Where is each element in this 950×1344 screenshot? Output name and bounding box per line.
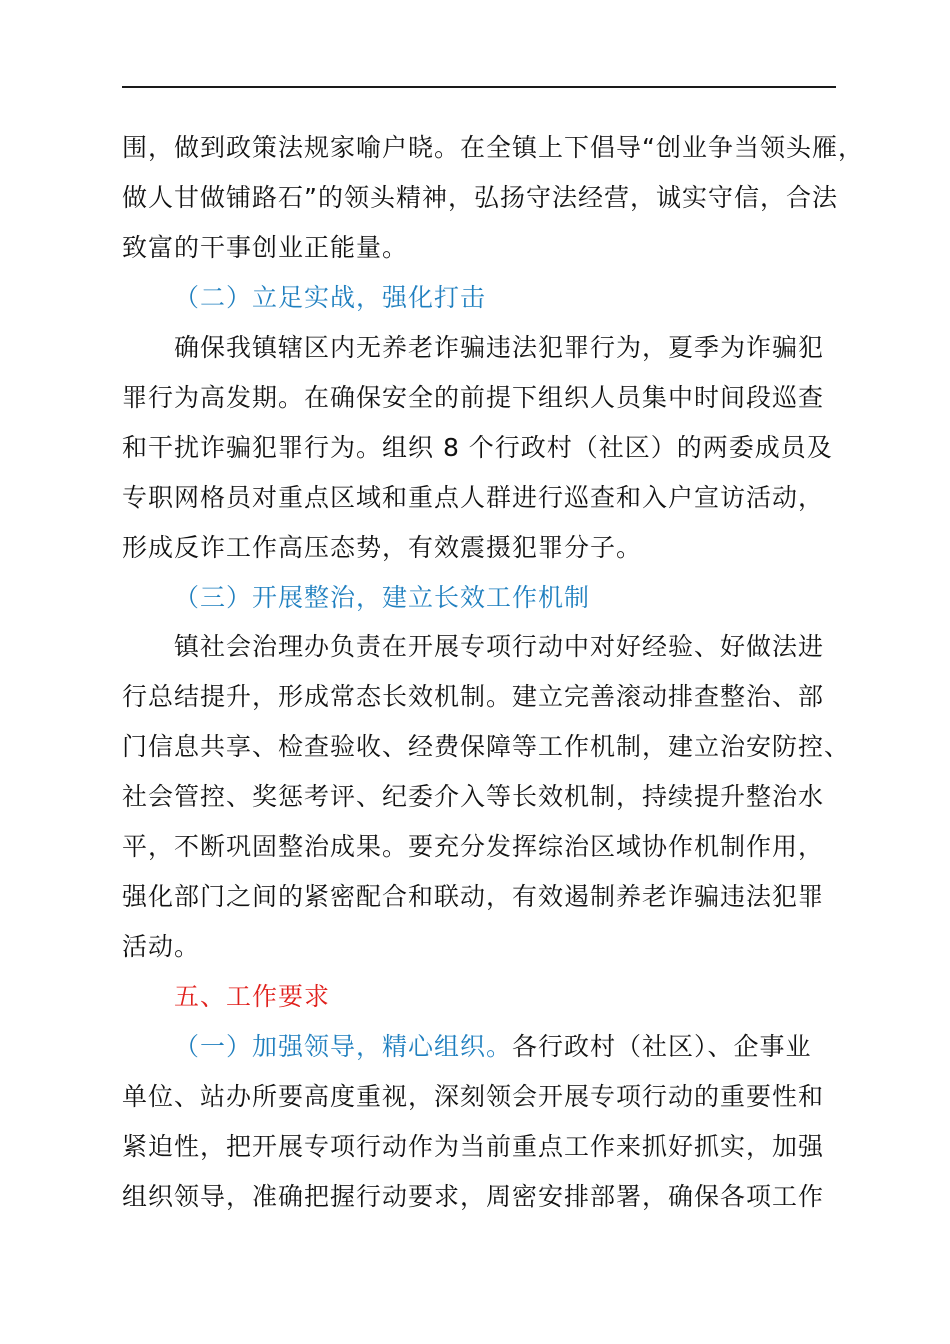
- body-line: 致富的干事创业正能量。: [122, 233, 409, 262]
- paragraph-start: 镇社会治理办负责在开展专项行动中对好经验、好做法进: [174, 632, 825, 661]
- section-heading-5: 五、工作要求: [174, 982, 331, 1011]
- body-line: 和干扰诈骗犯罪行为。组织 8 个行政村（社区）的两委成员及: [122, 433, 833, 462]
- body-line: 强化部门之间的紧密配合和联动，有效遏制养老诈骗违法犯罪: [122, 882, 825, 911]
- body-line: 门信息共享、检查验收、经费保障等工作机制，建立治安防控、: [122, 732, 851, 761]
- header-rule: [122, 86, 836, 88]
- inline-text: 各行政村（社区）、企事业: [512, 1032, 812, 1061]
- body-line: 紧迫性，把开展专项行动作为当前重点工作来抓好抓实，加强: [122, 1132, 825, 1161]
- body-line: 单位、站办所要高度重视，深刻领会开展专项行动的重要性和: [122, 1082, 825, 1111]
- section-subheading-3: （三）开展整治，建立长效工作机制: [174, 583, 591, 612]
- body-line: 形成反诈工作高压态势，有效震摄犯罪分子。: [122, 533, 643, 562]
- body-line: 活动。: [122, 932, 201, 961]
- body-line: 罪行为高发期。在确保安全的前提下组织人员集中时间段巡查: [122, 383, 825, 412]
- paragraph-start: 确保我镇辖区内无养老诈骗违法犯罪行为，夏季为诈骗犯: [174, 333, 825, 362]
- body-line: 平，不断巩固整治成果。要充分发挥综治区域协作机制作用，: [122, 832, 825, 861]
- inline-subheading-1: （一）加强领导，精心组织。: [174, 1032, 513, 1061]
- paragraph-start: [174, 1032, 844, 1062]
- body-line: 社会管控、奖惩考评、纪委介入等长效机制，持续提升整治水: [122, 782, 825, 811]
- body-line: 行总结提升，形成常态长效机制。建立完善滚动排查整治、部: [122, 682, 825, 711]
- section-subheading-2: （二）立足实战，强化打击: [174, 283, 487, 312]
- body-line: 做人甘做铺路石”的领头精神，弘扬守法经营，诚实守信，合法: [122, 183, 838, 212]
- body-line: 围，做到政策法规家喻户晓。在全镇上下倡导“创业争当领头雁，: [122, 133, 864, 162]
- body-line: 组织领导，准确把握行动要求，周密安排部署，确保各项工作: [122, 1182, 825, 1211]
- body-line: 专职网格员对重点区域和重点人群进行巡查和入户宣访活动，: [122, 483, 825, 512]
